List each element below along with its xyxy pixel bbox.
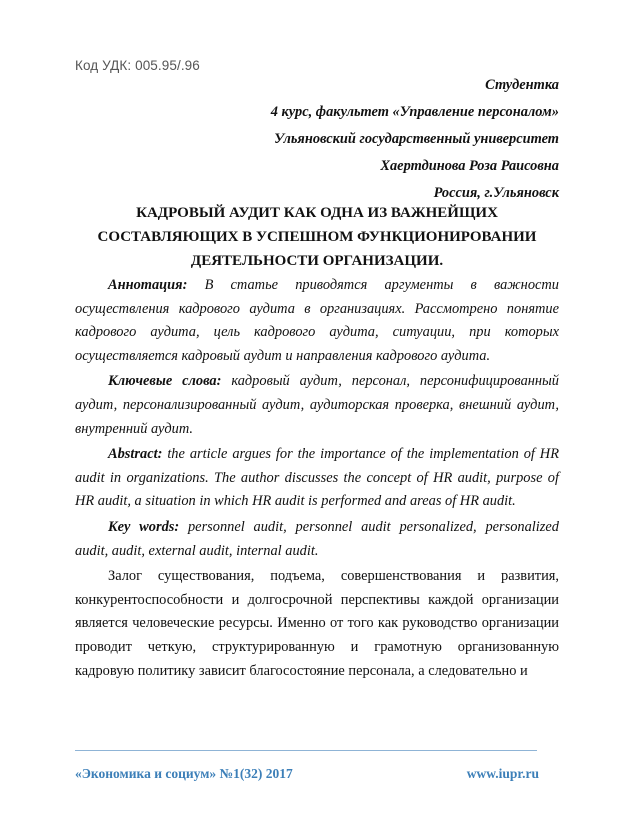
abstract-en-label: Abstract: bbox=[108, 446, 163, 463]
annotation-paragraph bbox=[75, 274, 559, 368]
title-line: СОСТАВЛЯЮЩИХ В УСПЕШНОМ ФУНКЦИОНИРОВАНИИ bbox=[97, 229, 537, 245]
abstract-en-text: the article argues for the importance of the implementation of HR audit in organizations. The author discusses the concept of HR audit, purpose of HR audit, a situation in which HR audit is performed and areas of HR audit. bbox=[75, 446, 559, 510]
keywords-en-text: personnel audit, personnel audit personalized, personalized audit, audit, external audit, internal audit. bbox=[75, 518, 559, 559]
keywords-en-label: Key words: bbox=[108, 518, 180, 535]
title-line: ДЕЯТЕЛЬНОСТИ ОРГАНИЗАЦИИ. bbox=[190, 253, 444, 269]
author-name: Хаертдинова Роза Раисовна bbox=[380, 158, 559, 174]
author-location: Россия, г.Ульяновск bbox=[433, 185, 559, 201]
article-body bbox=[75, 274, 559, 683]
annotation-text: В статье приводятся аргументы в важности осуществления кадрового аудита в организациях. Рассмотрено понятие кадрового аудита, цель кадрового аудита, ситуации, при которых осуществляется кадровый аудит и направления кадрового аудита. bbox=[75, 277, 559, 364]
keywords-ru-label: Ключевые слова: bbox=[108, 373, 222, 390]
keywords-ru-text: кадровый аудит, персонал, персонифицированный аудит, персонализированный аудит, аудиторская проверка, внешний аудит, внутренний аудит. bbox=[75, 373, 559, 437]
annotation-label: Аннотация: bbox=[108, 277, 188, 293]
footer-website: www.iupr.ru bbox=[466, 766, 539, 781]
author-block bbox=[75, 72, 559, 207]
author-university: Ульяновский государственный университет bbox=[274, 131, 559, 147]
udk-code: Код УДК: 005.95/.96 bbox=[75, 58, 200, 73]
keywords-en-paragraph bbox=[75, 516, 559, 563]
body-paragraph: Залог существования, подъема, совершенствования и развития, конкурентоспособности и долгосрочной перспективы каждой организации является человеческие ресурсы. Именно от того как руководство организации проводит четкую, структурированную и грамотную организованную кадровую политику зависит благосостояние персонала, а следовательно и bbox=[75, 568, 559, 679]
author-course: 4 курс, факультет «Управление персоналом» bbox=[270, 104, 559, 120]
footer-divider bbox=[75, 750, 537, 751]
article-title bbox=[75, 201, 559, 273]
abstract-en-paragraph bbox=[75, 443, 559, 514]
title-line: КАДРОВЫЙ АУДИТ КАК ОДНА ИЗ ВАЖНЕЙЩИХ bbox=[136, 205, 498, 221]
footer-journal: «Экономика и социум» №1(32) 2017 bbox=[75, 766, 293, 781]
keywords-ru-paragraph bbox=[75, 370, 559, 441]
author-role: Студентка bbox=[485, 77, 559, 93]
